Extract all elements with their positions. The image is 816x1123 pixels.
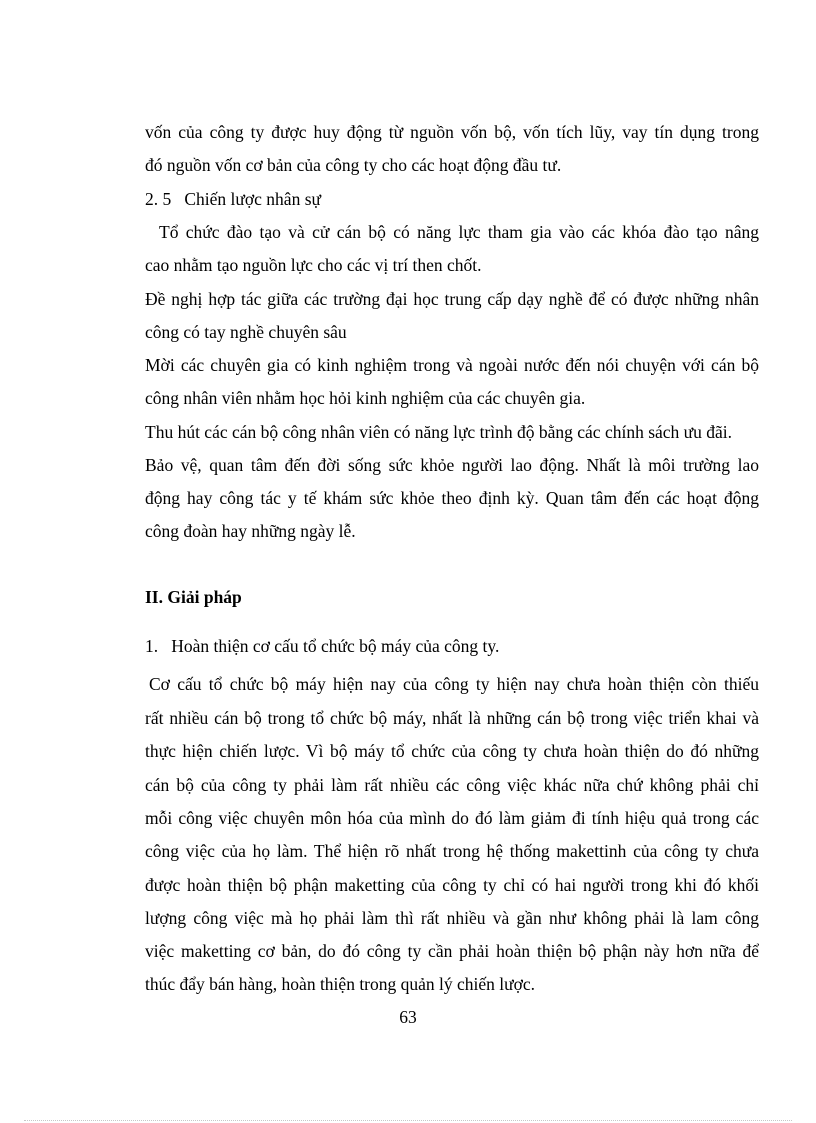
body-line: Mời các chuyên gia có kinh nghiệm trong và ngoài nước đến nói chuyện với cán bộ [145, 355, 759, 375]
section-heading-2-5: 2. 5 Chiến lược nhân sự [145, 189, 321, 209]
body-line: công việc của họ làm. Thể hiện rõ nhất trong hệ thống makettinh của công ty chưa [145, 841, 759, 861]
body-line: rất nhiều cán bộ trong tổ chức bộ máy, nhất là những cán bộ trong việc triển khai và [145, 708, 759, 728]
body-line: Thu hút các cán bộ công nhân viên có năng lực trình độ bằng các chính sách ưu đãi. [145, 422, 733, 442]
page-number: 63 [399, 1007, 417, 1027]
body-line: Cơ cấu tổ chức bộ máy hiện nay của công ty hiện nay chưa hoàn thiện còn thiếu [149, 674, 759, 694]
body-line: công nhân viên nhằm học hỏi kinh nghiệm của các chuyên gia. [145, 388, 586, 408]
body-line: được hoàn thiện bộ phận maketting của công ty chỉ có hai người trong khi đó khối [145, 875, 759, 895]
body-line: Bảo vệ, quan tâm đến đời sống sức khỏe người lao động. Nhất là môi trường lao [145, 455, 759, 475]
body-line: công có tay nghề chuyên sâu [145, 322, 347, 342]
page-bottom-border [24, 1120, 792, 1121]
body-line: Tổ chức đào tạo và cử cán bộ có năng lực tham gia vào các khóa đào tạo nâng [159, 222, 759, 242]
body-line: Đề nghị hợp tác giữa các trường đại học trung cấp dạy nghề để có được những nhân [145, 289, 759, 309]
body-line: thúc đẩy bán hàng, hoàn thiện trong quản lý chiến lược. [145, 974, 536, 994]
body-line: cao nhằm tạo nguồn lực cho các vị trí then chốt. [145, 255, 482, 275]
body-line: mỗi công việc chuyên môn hóa của mình do đó làm giảm đi tính hiệu quả trong các [145, 808, 759, 828]
body-line: lượng công việc mà họ phải làm thì rất nhiều và gần như không phải là lam công [145, 908, 759, 928]
body-line: động hay công tác y tế khám sức khỏe theo định kỳ. Quan tâm đến các hoạt động [145, 488, 759, 508]
subsection-heading-1: 1. Hoàn thiện cơ cấu tổ chức bộ máy của công ty. [145, 636, 500, 656]
body-line: công đoàn hay những ngày lễ. [145, 521, 356, 541]
body-line: việc maketting cơ bản, do đó công ty cần phải hoàn thiện bộ phận này hơn nữa để [145, 941, 759, 961]
body-line: thực hiện chiến lược. Vì bộ máy tổ chức của công ty chưa hoàn thiện do đó những [145, 741, 759, 761]
body-line: đó nguồn vốn cơ bản của công ty cho các hoạt động đầu tư. [145, 155, 562, 175]
section-heading-ii: II. Giải pháp [145, 587, 242, 607]
body-line: vốn của công ty được huy động từ nguồn vốn bộ, vốn tích lũy, vay tín dụng trong [145, 122, 759, 142]
body-line: cán bộ của công ty phải làm rất nhiều các công việc khác nữa chứ không phải chỉ [145, 775, 759, 795]
